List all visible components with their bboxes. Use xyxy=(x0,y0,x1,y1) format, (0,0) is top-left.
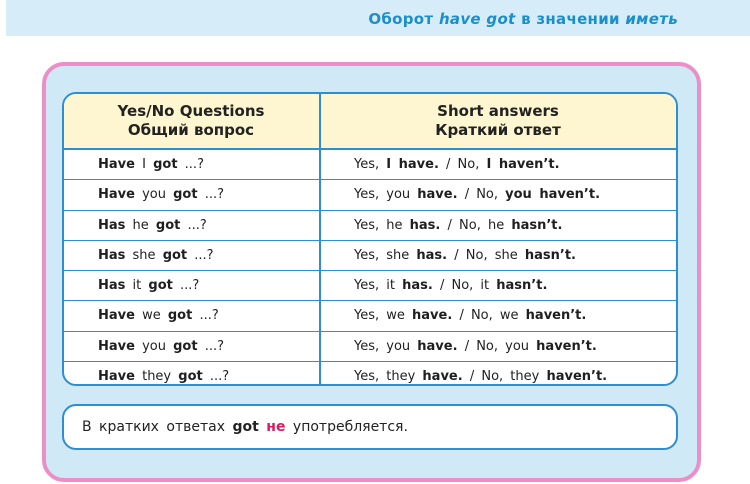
table-row xyxy=(64,362,676,386)
column-header-answers xyxy=(320,102,676,140)
answer-part: hasn’t. xyxy=(524,247,576,263)
answer-cell xyxy=(354,308,586,323)
answer-part: I have. xyxy=(386,157,439,172)
answer-cell xyxy=(354,187,600,202)
answer-part: / No, xyxy=(446,157,480,172)
table-row xyxy=(64,241,676,271)
answer-cell xyxy=(354,339,597,354)
title-prefix: Оборот xyxy=(368,10,434,28)
column-header-questions-en: Yes/No Questions xyxy=(117,102,265,120)
answer-part: Yes, it xyxy=(354,278,395,294)
question-word: got xyxy=(162,247,188,263)
question-word: ...? xyxy=(204,187,225,203)
table-row xyxy=(64,211,676,241)
answer-part: / No, he xyxy=(447,217,505,233)
question-word: I xyxy=(142,157,146,172)
answer-part: I haven’t. xyxy=(486,157,560,172)
answer-part: Yes, you xyxy=(354,187,411,203)
answer-part: has. xyxy=(416,247,448,263)
question-word: ...? xyxy=(184,157,204,172)
note-prefix: В кратких ответах xyxy=(82,419,226,435)
answer-part: haven’t. xyxy=(525,308,587,324)
column-header-answers-ru: Краткий ответ xyxy=(435,121,561,139)
question-cell xyxy=(98,308,219,323)
question-word: got xyxy=(173,338,198,354)
answer-part: Yes, he xyxy=(354,217,403,233)
question-word: we xyxy=(142,308,161,324)
answer-cell xyxy=(354,157,560,172)
answer-part: Yes, you xyxy=(354,338,411,354)
question-cell xyxy=(98,369,229,384)
question-word: ...? xyxy=(199,308,219,324)
question-word: ...? xyxy=(179,278,200,294)
question-cell xyxy=(98,278,199,293)
answer-part: you haven’t. xyxy=(505,187,601,203)
note-text xyxy=(82,419,408,435)
answer-part: / No, it xyxy=(439,278,490,294)
table-row xyxy=(64,180,676,210)
question-word: you xyxy=(142,187,166,203)
answer-cell xyxy=(354,248,576,263)
question-word: Has xyxy=(98,217,126,233)
question-word: ...? xyxy=(194,247,214,263)
table-row xyxy=(64,332,676,362)
title-suffix: иметь xyxy=(625,10,678,28)
question-cell xyxy=(98,218,207,233)
answer-part: have. xyxy=(417,187,458,203)
question-word: Have xyxy=(98,369,135,385)
answer-part: Yes, we xyxy=(354,308,405,324)
question-word: Have xyxy=(98,187,135,203)
answer-part: hasn’t. xyxy=(511,217,563,233)
answer-part: / No, we xyxy=(459,308,519,324)
question-cell xyxy=(98,339,224,354)
question-word: Have xyxy=(98,308,135,324)
question-word: he xyxy=(132,217,149,233)
question-word: got xyxy=(153,157,178,172)
answer-part: has. xyxy=(402,278,433,294)
answer-part: have. xyxy=(412,308,453,324)
title-middle: в значении xyxy=(521,10,620,28)
note-negation: не xyxy=(266,419,286,435)
answer-part: Yes, they xyxy=(354,369,416,385)
answer-cell xyxy=(354,369,607,384)
question-word: it xyxy=(132,278,142,294)
table-row xyxy=(64,301,676,331)
question-word: got xyxy=(155,217,181,233)
column-header-answers-en: Short answers xyxy=(437,102,559,120)
table-row xyxy=(64,150,676,180)
table-row xyxy=(64,271,676,301)
column-header-questions-ru: Общий вопрос xyxy=(127,121,255,139)
answer-part: / No, xyxy=(464,187,499,203)
answer-part: / No, she xyxy=(454,247,518,263)
answer-part: / No, they xyxy=(469,369,540,385)
answer-part: haven’t. xyxy=(546,369,608,385)
title-phrase: have got xyxy=(438,10,516,28)
note-suffix: употребляется. xyxy=(292,419,408,435)
question-word: ...? xyxy=(204,338,225,354)
question-word: Has xyxy=(98,278,126,294)
question-word: ...? xyxy=(187,217,207,233)
question-cell xyxy=(98,187,224,202)
question-word: ...? xyxy=(209,369,230,385)
answer-part: Yes, she xyxy=(354,247,410,263)
question-cell xyxy=(98,248,214,263)
note-word: got xyxy=(232,419,259,435)
answer-cell xyxy=(354,218,562,233)
question-word: got xyxy=(178,369,203,385)
answer-part: haven’t. xyxy=(536,338,597,354)
question-word: she xyxy=(132,247,156,263)
table-body xyxy=(64,150,676,386)
note-box xyxy=(62,404,678,450)
answer-part: Yes, xyxy=(354,157,380,172)
question-word: got xyxy=(173,187,198,203)
question-word: you xyxy=(142,338,166,354)
answer-part: have. xyxy=(422,369,463,385)
question-word: they xyxy=(142,369,172,385)
table-header xyxy=(64,94,676,150)
question-word: Has xyxy=(98,247,126,263)
grammar-table xyxy=(62,92,678,386)
question-word: got xyxy=(167,308,193,324)
answer-part: hasn’t. xyxy=(496,278,548,294)
question-cell xyxy=(98,157,204,172)
question-word: Have xyxy=(98,338,135,354)
answer-cell xyxy=(354,278,547,293)
column-header-questions xyxy=(64,102,318,140)
top-banner xyxy=(6,0,750,36)
answer-part: / No, you xyxy=(464,338,530,354)
question-word: got xyxy=(148,278,173,294)
answer-part: have. xyxy=(417,338,458,354)
answer-part: has. xyxy=(409,217,441,233)
question-word: Have xyxy=(98,157,135,172)
section-title xyxy=(368,10,678,28)
